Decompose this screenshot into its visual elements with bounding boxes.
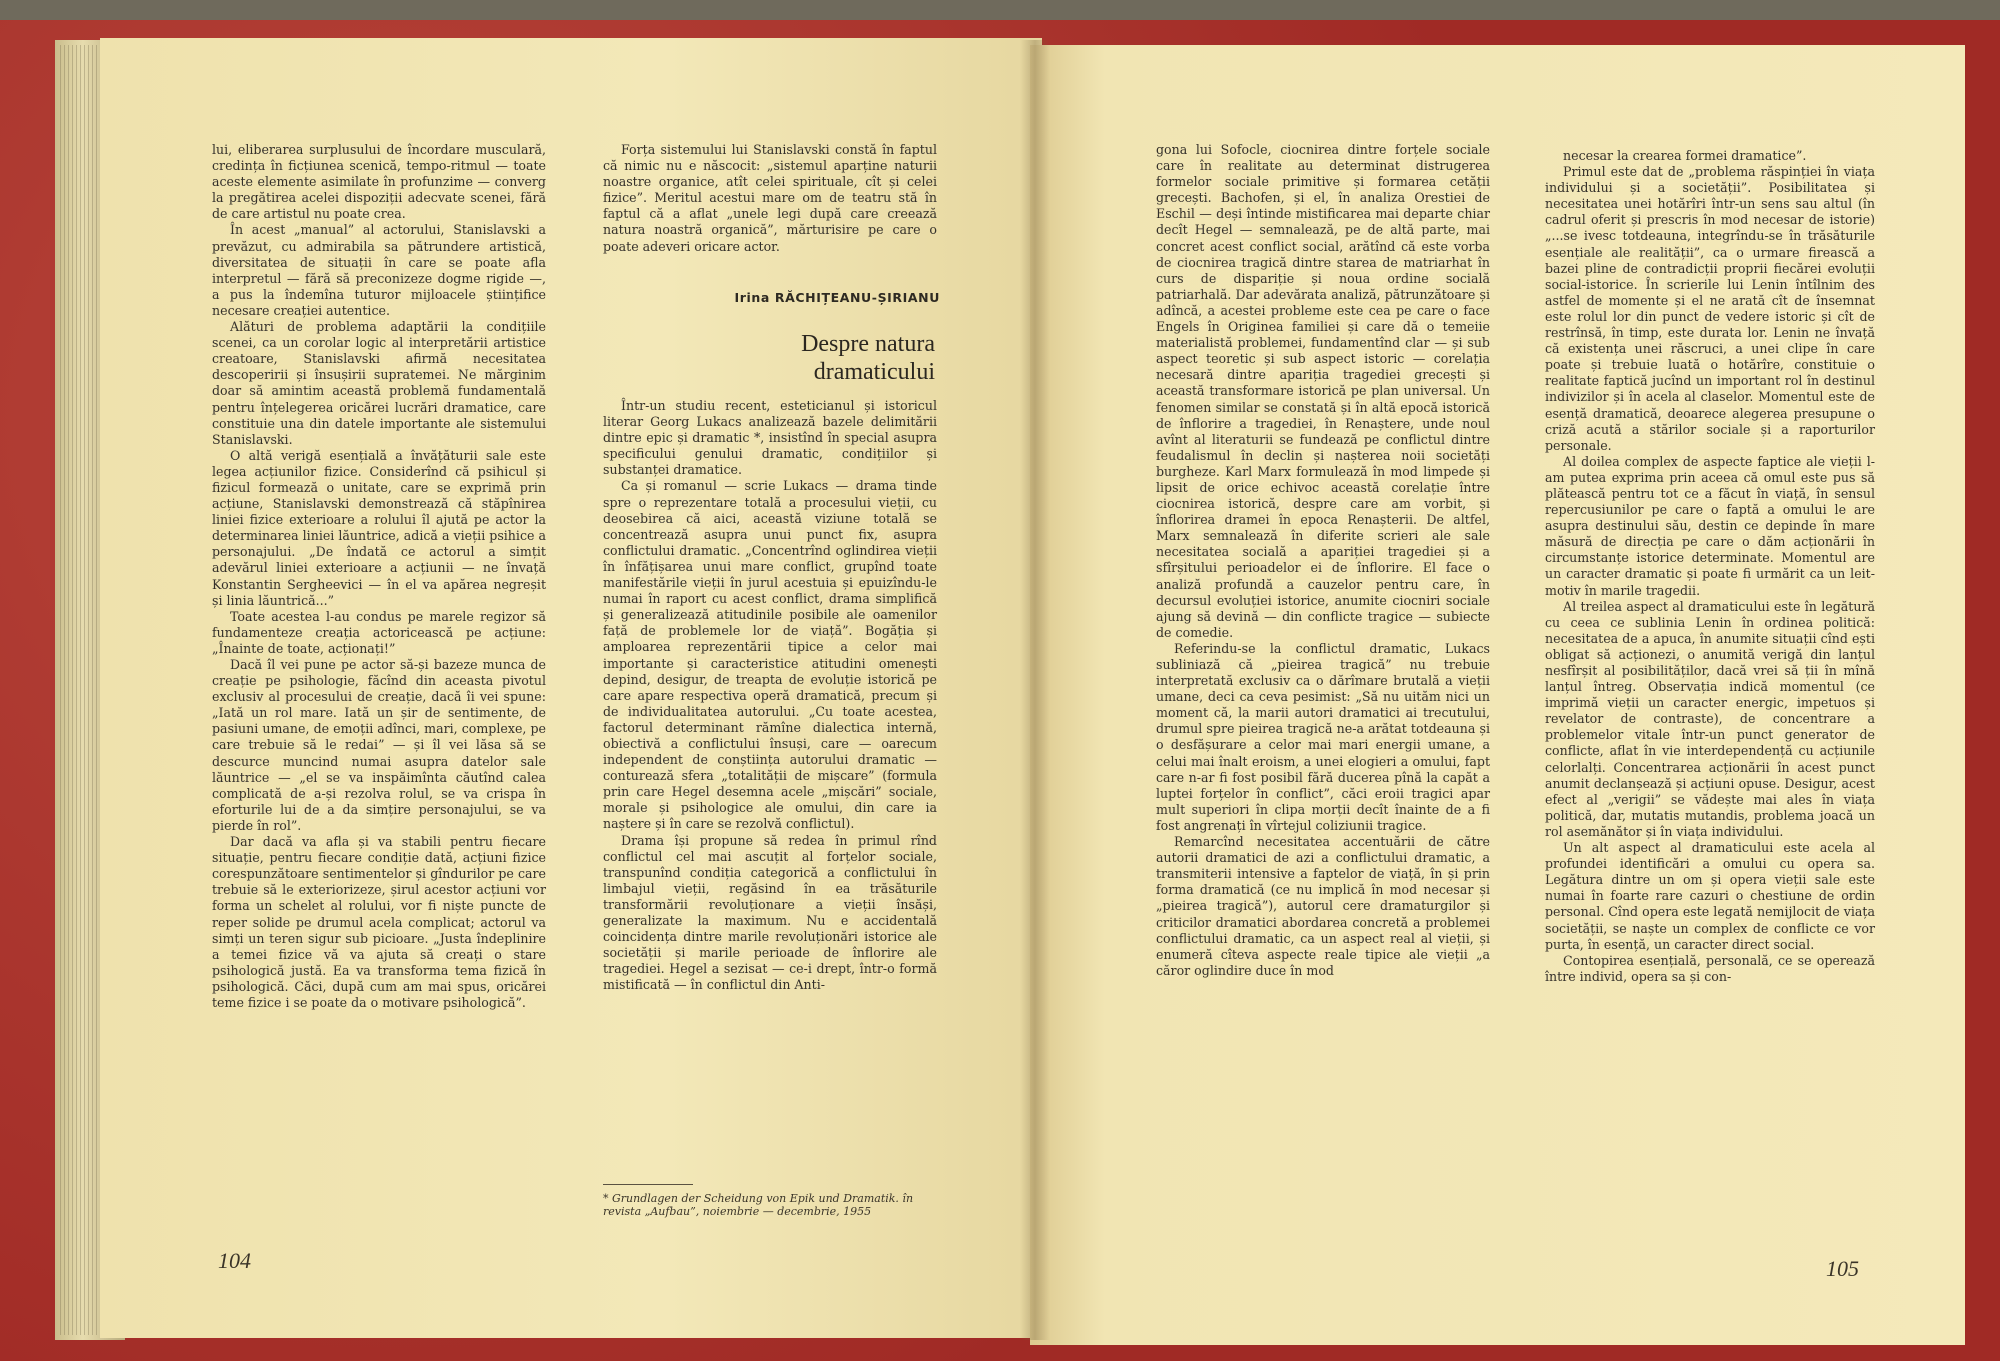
article-title — [740, 330, 935, 386]
paragraph: Drama își propune să redea în primul rînd conflictul cel mai ascuțit al forțelor sociale, transpunînd condiția categorică a conflictului în limbajul vieții, regăsind în ea trăsăturile transformării revoluționare a vieții însăși, generalizate la maximum. Nu e accidentală coincidența dintre marile revoluționări istorice ale societății și marile perioade de înflorire ale tragediei. Hegel a sezisat — ce-i drept, într-o formă mistificată — în conflictul din Anti- — [603, 832, 937, 993]
left-column-2-top — [603, 142, 937, 255]
paragraph: Alături de problema adaptării la condițiile scenei, ca un corolar logic al interpretării artistice creatoare, Stanislavski afirmă necesitatea descoperirii și însușirii supratemei. Ne mărginim doar să amintim această problemă fundamentală pentru înțelegerea oricărei lucrări dramatice, care constituie una din datele importante ale sistemului Stanislavski. — [212, 319, 546, 447]
page-number-left: 104 — [218, 1248, 251, 1273]
right-column-1 — [1156, 142, 1490, 979]
paragraph: Un alt aspect al dramaticului este acela al profundei identificări a omului cu opera sa. Legătura dintre un om și opera vieții sale este numai în foarte rare cazuri o chestiune de ordin personal. Cînd opera este legată nemijlocit de viața societății, se naște un complex de conflicte ce vor purta, în esență, un caracter direct social. — [1545, 840, 1875, 952]
paragraph: necesar la crearea formei dramatice”. — [1563, 148, 1807, 163]
paragraph: O altă verigă esențială a învățăturii sale este legea acțiunilor fizice. Considerînd că psihicul și fizicul formează o unitate, care se exprimă prin acțiune, Stanislavski demonstrează că stăpînirea liniei fizice exterioare a rolului îl ajută pe actor la determinarea liniei lăuntrice, adică a vieții psihice a personajului. „De îndată ce actorul a simțit adevărul liniei exterioare a acțiunii — ne învață Konstantin Sergheevici — în el va apărea negreșit și linia lăuntrică...” — [212, 447, 546, 608]
paragraph: Toate acestea l-au condus pe marele regizor să fundamenteze creația actoricească pe acțiune: „Înainte de toate, acționați!” — [212, 608, 546, 656]
paragraph: Referindu-se la conflictul dramatic, Lukacs subliniază că „pieirea tragică” nu trebuie interpretată exclusiv ca o dărîmare brutală a vieții umane, deci ca ceva pesimist: „Să nu uităm nici un moment că, la marii autori dramatici ai trecutului, drumul spre pieirea tragică ne-a arătat totdeauna și o desfășurare a celor mai mari energii umane, a celui mai înalt eroism, a unei elogieri a omului, fapt care n-ar fi fost posibil fără ducerea pînă la capăt a luptei forțelor în conflict”, căci eroii tragici apar mult superiori în clipa morții decît înainte de a fi fost angrenați în vîrtejul coliziunii tragice. — [1156, 640, 1490, 833]
left-column-2-article — [603, 398, 937, 993]
article-title-line-1: Despre natura — [801, 331, 935, 357]
paragraph: Primul este dat de „problema răspinției în viața individului și a societății”. Posibilitatea și necesitatea unei hotărîri într-un sens sau altul (în cadrul oferit și prescris în mod necesar de istorie) „...se ivesc totdeauna, integrîndu-se în trăsăturile esențiale ale realității”, ca o urmare firească a bazei pline de contradicții proprii fiecărei evoluții social-istorice. În scrierile lui Lenin întîlnim des astfel de momente și el ne arată cît de însemnat este rolul lor din punct de vedere istoric și cît de restrînsă, în timp, este durata lor. Lenin ne învață că existența unei răscruci, a unei clipe în care poate și trebuie luată o hotărîre, constituie o realitate faptică jucînd un important rol în destinul indivizilor și în acela al claselor. Momentul este de esență dramatică, deoarece alegerea presupune o criză acută a stărilor sociale și a raporturilor personale. — [1545, 164, 1875, 453]
paragraph: Dar dacă va afla și va stabili pentru fiecare situație, pentru fiecare condiție dată, acțiuni fizice corespunzătoare sentimentelor și gîndurilor pe care trebuie să le exteriorizeze, șirul acestor acțiuni vor forma un schelet al rolului, vor fi niște puncte de reper solide pe drumul acela complicat; actorul va simți un teren sigur sub picioare. „Justa îndeplinire a temei fizice vă va ajuta să creați o stare psihologică justă. Ea va transforma tema fizică în psihologică. Căci, după cum am mai spus, oricărei teme fizice i se poate da o motivare psihologică”. — [212, 834, 546, 1010]
paragraph: Dacă îl vei pune pe actor să-și bazeze munca de creație pe psihologie, făcînd din aceasta pivotul exclusiv al procesului de creație, dacă îi vei spune: „Iată un rol mare. Iată un șir de sentimente, de pasiuni umane, de emoții adînci, mari, complexe, pe care trebuie să le redai” — și îl vei lăsa să se descurce muncind numai asupra datelor sale lăuntrice — „el se va inspăimînta căutînd calea complicată de a-și rezolva rolul, se va crispa în eforturile lui de a da simțire personajului, se va pierde în rol”. — [212, 657, 546, 833]
footnote: * Grundlagen der Scheidung von Epik und Dramatik. în revista „Aufbau”, noiembrie — decembrie, 1955 — [603, 1192, 914, 1218]
paragraph: În acest „manual” al actorului, Stanislavski a prevăzut, cu admirabila sa pătrundere artistică, diversitatea de situații în care se poate afla interpretul — fără să preconizeze dogme rigide —, a pus la îndemîna tuturor mijloacele științifice necesare creației autentice. — [212, 222, 546, 318]
article-author: Irina RĂCHIȚEANU-ȘIRIANU — [734, 290, 940, 305]
right-column-2 — [1545, 148, 1875, 985]
footnote-rule — [603, 1184, 693, 1185]
left-column-1 — [212, 142, 546, 1011]
paragraph: Al doilea complex de aspecte faptice ale vieții l-am putea exprima prin aceea că omul este pus să plătească pentru tot ce a făcut în viață, în sensul repercusiunilor pe care o faptă a omului le are asupra destinului său, destin ce depinde în mare măsură de direcția pe care o dăm acționării în circumstanțe istorice determinate. Momentul are un caracter dramatic și poate fi urmărit ca un leit-motiv în marile tragedii. — [1545, 453, 1875, 598]
paragraph: Al treilea aspect al dramaticului este în legătură cu ceea ce sublinia Lenin în ordinea politică: necesitatea de a apuca, în anumite situații cînd ești obligat să acționezi, o anumită verigă din lanțul nesfîrșit al posibilităților, dacă vrei să ții în mînă lanțul întreg. Observația indică momentul (ce imprimă vieții un caracter energic, impetuos și revelator de contraste), de concentrare a problemelor vitale într-un punct generator de conflicte, aflat în vie interdependență cu acțiunile celorlalți. Concentrarea acționării în acest punct anumit declanșează și acțiuni opuse. Desigur, acest efect al „verigii” se vădește mai ales în viața politică, dar, mutatis mutandis, problema joacă un rol asemănător și în viața individului. — [1545, 598, 1875, 839]
paragraph: Într-un studiu recent, esteticianul și istoricul literar Georg Lukacs analizează bazele delimitării dintre epic și dramatic *, insistînd în special asupra specificului genului dramatic, condițiilor și substanței dramatice. — [603, 398, 937, 478]
paragraph: gona lui Sofocle, ciocnirea dintre forțele sociale care în realitate au determinat distrugerea formelor sociale primitive și formarea cetății grecești. Bachofen, și el, în analiza Orestiei de Eschil — deși întinde mistificarea mai departe chiar decît Hegel — semnalează, pe de altă parte, mai concret acest conflict social, arătînd că este vorba de ciocnirea tragică dintre starea de matriarhat în curs de dispariție și noua ordine socială patriarhală. Dar adevărata analiză, pătrunzătoare și adîncă, a acestei probleme este cea pe care o face Engels în Originea familiei și care dă o temeiie materialistă problemei, fundamentînd clar — și sub aspect teoretic și sub aspect istoric — corelația necesară dintre apariția tragediei grecești și această transformare istorică pe plan universal. Un fenomen similar se constată și în altă epocă istorică de înflorire a tragediei, în Renaștere, unde noul avînt al literaturii se fundează pe conflictul dintre feudalismul în declin și nașterea noii societăți burgheze. Karl Marx formulează în mod limpede și lipsit de orice echivoc această corelație între ciocnirea istorică, despre care am vorbit, și înflorirea dramei în epoca Renașterii. De altfel, Marx semnalează în diferite scrieri ale sale necesitatea socială a apariției tragediei și a sfîrșitului perioadelor ei de înflorire. El face o analiză profundă a cauzelor pentru care, în decursul evoluției istorice, anumite ciocniri sociale ajung să devină — din conflicte tragice — subiecte de comedie. — [1156, 142, 1490, 640]
page-number-right: 105 — [1826, 1256, 1859, 1281]
paragraph: lui, eliberarea surplusului de încordare musculară, credința în ficțiunea scenică, tempo-ritmul — toate aceste elemente asimilate în profunzime — converg la pregătirea acelei dispoziții adecvate scenei, fără de care artistul nu poate crea. — [212, 142, 546, 222]
paragraph: Forța sistemului lui Stanislavski constă în faptul că nimic nu e născocit: „sistemul aparține naturii noastre organice, atît celei spirituale, cît și celei fizice”. Meritul acestui mare om de teatru stă în faptul că a aflat „unele legi după care creează natura noastră organică”, mărturisire pe care o poate adeveri oricare actor. — [603, 142, 937, 254]
paragraph: Remarcînd necesitatea accentuării de către autorii dramatici de azi a conflictului dramatic, a transmiterii intensive a faptelor de viață, în și prin forma dramatică (ce nu implică în mod necesar și „pieirea tragică”), autorul cere dramaturgilor și criticilor dramatici abordarea concretă a problemei conflictului dramatic, ca un aspect real al vieții, și enumeră cîteva aspecte reale tipice ale vieții „a căror oglindire duce în mod — [1156, 834, 1490, 978]
paragraph: Contopirea esențială, personală, ce se operează între individ, opera sa și con- — [1545, 952, 1875, 984]
paragraph: Ca și romanul — scrie Lukacs — drama tinde spre o reprezentare totală a procesului vieții, cu deosebirea că aici, această viziune totală se concentrează asupra unui punct fix, asupra conflictului dramatic. „Concentrînd oglindirea vieții în înfățișarea unui mare conflict, grupînd toate manifestările vieții în jurul acestuia și epuizîndu-le numai în raport cu acest conflict, drama simplifică și generalizează atitudinile posibile ale oamenilor față de problemele lor de viață”. Bogăția și amploarea reprezentării tipice a celor mai importante și caracteristice atitudini omenești depind, desigur, de treapta de evoluție istorică pe care apare respectiva operă dramatică, precum și de individualitatea autorului. „Cu toate acestea, factorul determinant rămîne dialectica internă, obiectivă a conflictului însuși, care — oarecum independent de conștiința autorului dramatic — conturează sfera „totalității de mișcare” (formula prin care Hegel desemna acele „mișcări” sociale, morale și psihologice ale omului, din care ia naștere și în care se rezolvă conflictul). — [603, 478, 937, 832]
article-title-line-2: dramaticului — [813, 359, 935, 385]
book-gutter — [1020, 40, 1050, 1340]
